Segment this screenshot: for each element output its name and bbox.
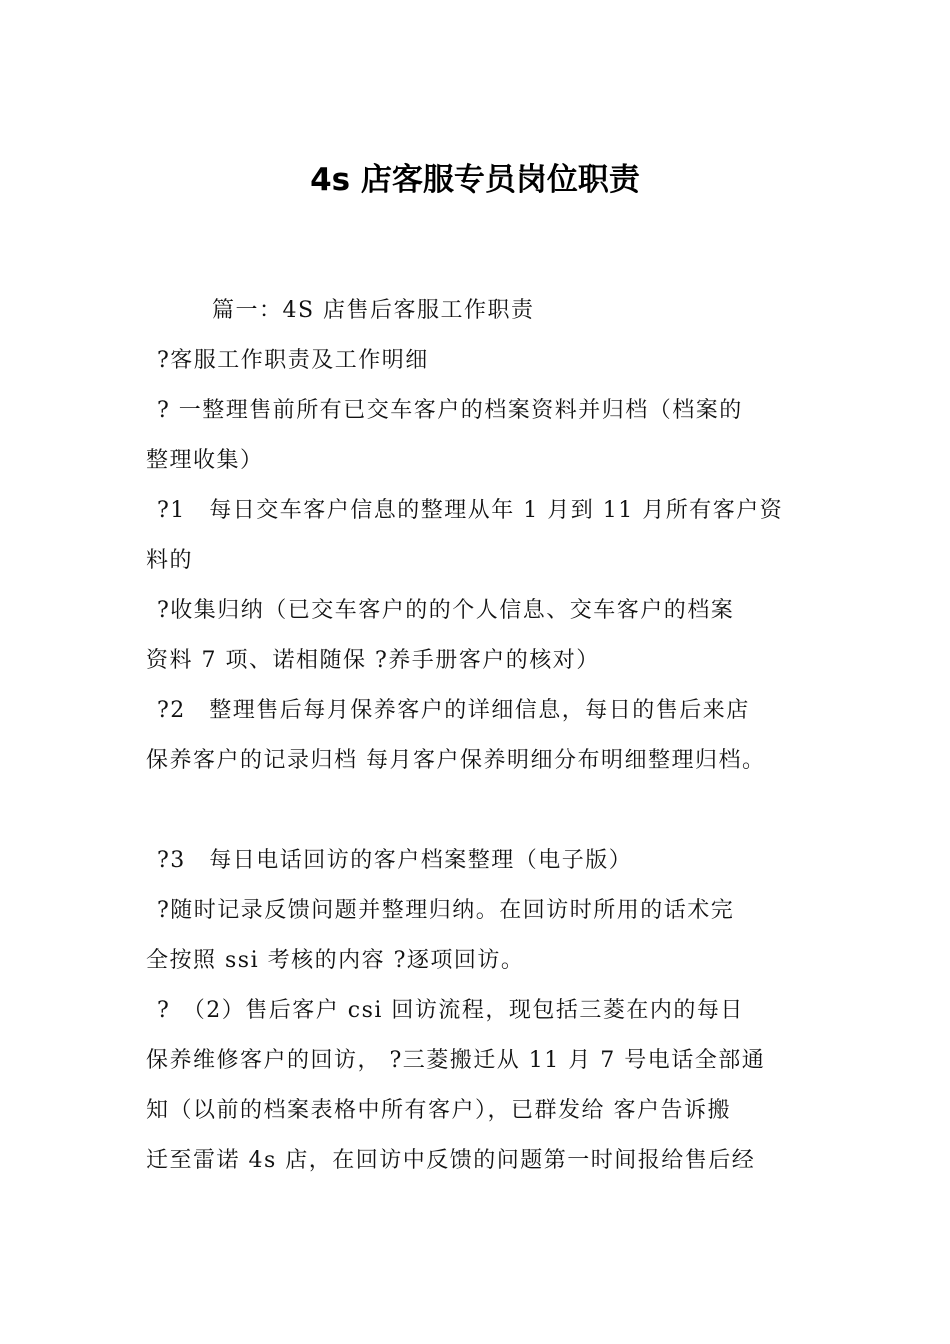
body-line-9: ?2 整理售后每月保养客户的详细信息，每日的售后来店 bbox=[157, 698, 750, 723]
body-line-15: 保养维修客户的回访， ?三菱搬迁从 11 月 7 号电话全部通 bbox=[146, 1048, 766, 1073]
document-title: 4s 店客服专员岗位职责 bbox=[310, 162, 640, 198]
body-line-5: ?1 每日交车客户信息的整理从年 1 月到 11 月所有客户资 bbox=[157, 498, 784, 523]
body-line-6: 料的 bbox=[146, 548, 194, 573]
body-line-10: 保养客户的记录归档 每月客户保养明细分布明细整理归档。 bbox=[146, 748, 766, 773]
body-line-12: ?随时记录反馈问题并整理归纳。在回访时所用的话术完 bbox=[157, 898, 735, 923]
body-line-11: ?3 每日电话回访的客户档案整理（电子版） bbox=[157, 848, 633, 873]
body-line-7: ?收集归纳（已交车客户的的个人信息、交车客户的档案 bbox=[157, 598, 735, 623]
body-line-16: 知（以前的档案表格中所有客户），已群发给 客户告诉搬 bbox=[146, 1098, 731, 1123]
body-line-13: 全按照 ssi 考核的内容 ?逐项回访。 bbox=[146, 948, 525, 973]
body-line-17: 迁至雷诺 4s 店，在回访中反馈的问题第一时间报给售后经 bbox=[146, 1148, 756, 1173]
body-line-8: 资料 7 项、诺相随保 ?养手册客户的核对） bbox=[146, 648, 600, 673]
body-line-14: ? （2）售后客户 csi 回访流程，现包括三菱在内的每日 bbox=[157, 998, 744, 1023]
body-line-3: ? 一整理售前所有已交车客户的档案资料并归档（档案的 bbox=[157, 398, 743, 423]
body-line-4: 整理收集） bbox=[146, 448, 264, 473]
body-line-2: ?客服工作职责及工作明细 bbox=[157, 348, 429, 373]
body-line-1: 篇一：4S 店售后客服工作职责 bbox=[212, 298, 535, 323]
